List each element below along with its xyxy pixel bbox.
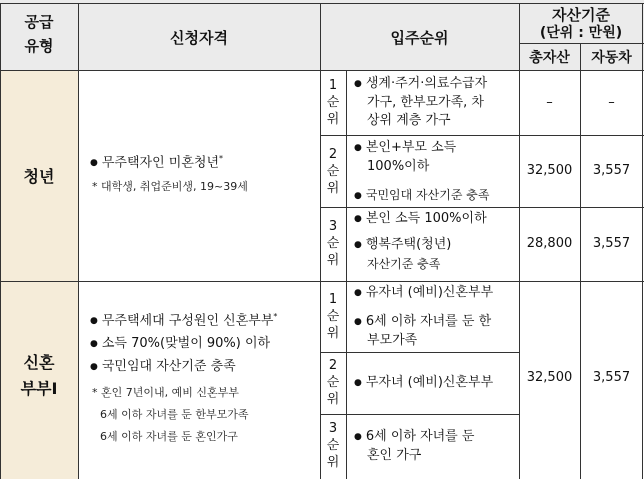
rank-number: 2 <box>328 147 338 162</box>
youth-rank3-vehicle: 3,557 <box>592 236 631 251</box>
youth-rank2-divider <box>320 207 644 208</box>
rank-char-wi: 위 <box>326 326 340 341</box>
header-supply-type <box>0 10 78 58</box>
table-border-left <box>0 3 1 479</box>
col-divider-rank <box>346 70 347 479</box>
bullet-icon <box>90 313 102 328</box>
rank-number: 2 <box>328 358 338 373</box>
newlywed-type-line2: 부부Ⅰ <box>20 379 58 398</box>
newlywed-qualifications <box>90 306 277 379</box>
header-asset-unit: (단위 : 만원) <box>539 25 623 41</box>
newlywed-type-line1: 신혼 <box>23 353 55 372</box>
youth-rank2-total-assets: 32,500 <box>526 163 573 178</box>
newlywed-rank2-divider <box>320 414 519 415</box>
rank-char-sun: 순 <box>326 164 340 179</box>
newlywed-rank-2 <box>322 357 344 408</box>
youth-type-label: 청년 <box>23 167 55 186</box>
bullet-icon <box>90 155 102 170</box>
newlywed-note-2: 6세 이하 자녀를 둔 한부모가족 <box>100 408 249 421</box>
youth-rank1-divider <box>320 135 644 136</box>
header-vehicle: 자동차 <box>591 50 632 66</box>
newlywed-qual-mark: * <box>273 312 278 321</box>
rank-number: 3 <box>328 219 338 234</box>
bullet-icon <box>354 140 366 155</box>
newlywed-qual-3: 국민임대 자산기준 충족 <box>101 359 236 375</box>
newlywed-notes <box>92 382 249 448</box>
col-divider-type <box>78 3 79 479</box>
bullet-icon <box>354 429 366 444</box>
newlywed-total-assets: 32,500 <box>526 370 573 385</box>
rank-number: 1 <box>328 78 338 93</box>
youth-rank2-line3: 국민임대 자산기준 충족 <box>365 188 490 202</box>
youth-qualification-text: 무주택자인 미혼청년 <box>101 155 220 171</box>
bullet-icon <box>354 237 366 252</box>
rank-char-sun: 순 <box>326 375 340 390</box>
header-supply-type-line1: 공급 <box>24 13 54 31</box>
col-divider-qual <box>320 3 321 479</box>
bullet-icon <box>90 336 102 351</box>
bullet-icon <box>354 188 366 202</box>
rank-number: 1 <box>328 292 338 307</box>
youth-rank3-line1: 본인 소득 100%이하 <box>365 211 487 226</box>
newlywed-note-1: * 혼인 7년이내, 예비 신혼부부 <box>92 386 239 399</box>
newlywed-rank3-line2: 혼인 가구 <box>367 448 422 463</box>
newlywed-rank1-criteria <box>354 284 493 350</box>
header-qualification: 신청자격 <box>170 29 228 47</box>
rank-char-sun: 순 <box>326 95 340 110</box>
youth-rank3-criteria <box>354 210 487 273</box>
rank-char-wi: 위 <box>326 112 340 127</box>
youth-rank1-line3: 상위 계층 가구 <box>367 113 451 128</box>
rank-char-sun: 순 <box>326 309 340 324</box>
newlywed-rank1-line3: 부모가족 <box>367 333 418 348</box>
youth-qualification <box>90 150 223 173</box>
youth-rank1-vehicle: – <box>608 95 615 110</box>
newlywed-type-label <box>0 350 78 402</box>
section-divider <box>0 281 644 282</box>
header-total-assets: 총자산 <box>529 50 570 66</box>
header-priority: 입주순위 <box>390 29 449 47</box>
youth-rank1-line2: 가구, 한부모가족, 차 <box>367 95 484 110</box>
bullet-icon <box>354 211 366 226</box>
youth-rank1-criteria <box>354 75 487 130</box>
rank-char-wi: 위 <box>326 455 340 470</box>
youth-rank2-criteria <box>354 139 489 206</box>
rank-char-wi: 위 <box>326 181 340 196</box>
rank-number: 3 <box>328 421 338 436</box>
youth-rank1-line1: 생계·주거·의료수급자 <box>365 76 488 91</box>
newlywed-rank-1 <box>322 291 344 342</box>
rank-char-sun: 순 <box>326 236 340 251</box>
newlywed-rank1-line2: 6세 이하 자녀를 둔 한 <box>365 314 492 329</box>
newlywed-note-3: 6세 이하 자녀를 둔 혼인가구 <box>100 430 238 443</box>
youth-note: * 대학생, 취업준비생, 19~39세 <box>92 180 248 193</box>
header-supply-type-line2: 유형 <box>24 37 54 55</box>
newlywed-qual-1: 무주택세대 구성원인 신혼부부 <box>101 313 274 329</box>
youth-rank3-line2: 행복주택(청년) <box>365 237 452 252</box>
youth-rank-3 <box>322 218 344 269</box>
asset-subheader-divider <box>519 43 644 44</box>
newlywed-rank3-criteria <box>354 428 474 465</box>
bullet-icon <box>354 76 366 91</box>
youth-rank-1 <box>322 77 344 128</box>
newlywed-rank1-divider <box>320 352 519 353</box>
newlywed-rank3-line1: 6세 이하 자녀를 둔 <box>365 429 475 444</box>
bullet-icon <box>90 359 102 374</box>
youth-rank2-line1: 본인+부모 소득 <box>365 140 457 155</box>
youth-rank3-line3: 자산기준 충족 <box>367 257 441 271</box>
newlywed-rank2-criteria <box>354 374 493 393</box>
newlywed-qual-2: 소득 70%(맞벌이 90%) 이하 <box>101 336 271 352</box>
youth-rank1-total-assets: – <box>546 95 553 110</box>
newlywed-vehicle: 3,557 <box>592 370 631 385</box>
header-divider <box>0 70 644 71</box>
newlywed-rank-3 <box>322 420 344 471</box>
newlywed-rank1-line1: 유자녀 (예비)신혼부부 <box>365 285 494 300</box>
youth-rank2-vehicle: 3,557 <box>592 163 631 178</box>
bullet-icon <box>354 285 366 300</box>
newlywed-rank2-line1: 무자녀 (예비)신혼부부 <box>365 375 494 390</box>
youth-rank-2 <box>322 146 344 197</box>
youth-qualification-mark: * <box>219 154 224 163</box>
youth-rank3-total-assets: 28,800 <box>526 236 573 251</box>
bullet-icon <box>354 314 366 329</box>
header-asset-standard: 자산기준 <box>552 6 610 24</box>
rank-char-sun: 순 <box>326 438 340 453</box>
youth-rank2-line2: 100%이하 <box>367 159 430 174</box>
rank-char-wi: 위 <box>326 392 340 407</box>
bullet-icon <box>354 375 366 390</box>
rank-char-wi: 위 <box>326 253 340 268</box>
